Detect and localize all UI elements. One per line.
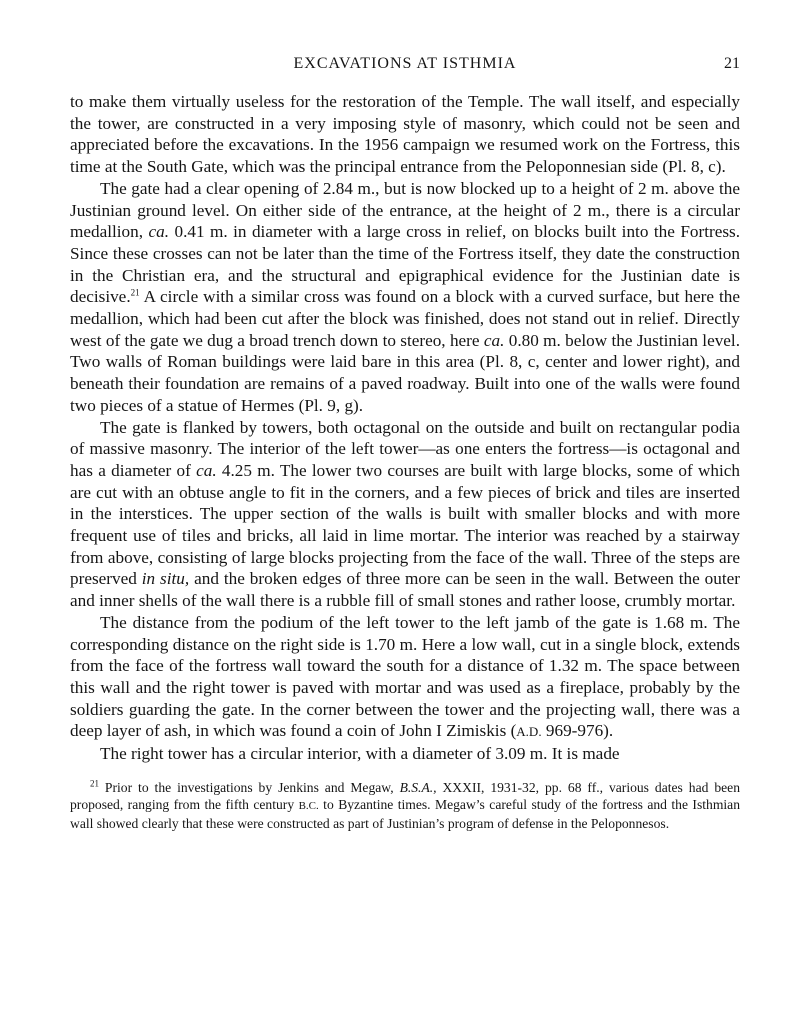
italic-text: ca. [196,460,217,480]
footnote [70,779,740,832]
paragraph [70,178,740,417]
text-run: The gate is flanked by towers, both octagonal on the outside and built on rectangular podia of massive masonry. The interior of the left tower—as one enters the fortress—is octagonal and has a diameter of [70,417,740,480]
italic-text: in situ, [141,569,190,589]
italic-text: ca. [483,330,505,350]
italic-text: B.S.A., [399,779,437,795]
footnote-number: 21 [90,778,99,789]
running-head-title: EXCAVATIONS AT ISTHMIA [293,55,517,72]
footnote-reference[interactable]: 21 [130,287,140,298]
paragraph: The right tower has a circular interior, with a diameter of 3.09 m. It is made [100,744,620,764]
text-run: Prior to the investigations by Jenkins and Megaw, [99,779,400,795]
text-run: and the broken edges of three more can be seen in the wall. Between the outer and inner shells of the wall there is a rubble fill of small stones and rather loose, crumbly mortar. [70,569,741,611]
text-run: 0.80 m. below the Justinian level. Two walls of Roman buildings were laid bare in this area (Pl. 8, c, center and lower right), and beneath their foundation are remains of a paved roadway. Built into one of the walls were found two pieces of a statue of Hermes (Pl. 9, g). [70,330,741,415]
paragraph [70,417,740,612]
paragraph [70,612,740,743]
text-run: 4.25 m. The lower two courses are built with large blocks, some of which are cut with an obtuse angle to fit in the corners, and a few pieces of brick and tiles are inserted in the interstices. The upper section of the walls is built with smaller blocks and with more frequent use of tiles and bricks, all laid in lime mortar. The interior was reached by a stairway from above, consisting of large blocks projecting from the face of the wall. Three of the steps are preserved [70,460,740,589]
text-run: The distance from the podium of the left tower to the left jamb of the gate is 1.68 m. The corresponding distance on the right side is 1.70 m. Here a low wall, cut in a single block, extends from the face of the fortress wall toward the south for a distance of 1.32 m. The space between this wall and the right tower is paved with mortar and was used as a fireplace, probably by the soldiers guarding the gate. In the corner between the tower and the projecting wall, there was a deep layer of ash, in which was found a coin of John I Zimiskis ( [70,612,740,741]
text-run: 969-976). [541,721,614,741]
body-text [70,91,740,765]
text-run: The gate had a clear opening of 2.84 m., but is now blocked up to a height of 2 m. above the Justinian ground level. On either side of the entrance, at the height of 2 m., there is a circular medallion, [70,178,740,242]
text-run: 0.41 m. in diameter with a large cross in relief, on blocks built into the Fortress. Since these crosses can not be later than the time of the Fortress itself, they date the construction in the Christian era, and the structural and epigraphical evidence for the Justinian date is decisive. [70,222,741,307]
page-number: 21 [724,55,740,72]
italic-text: ca. [148,222,170,242]
text-run: A circle with a similar cross was found on a block with a curved surface, but here the medallion, which had been cut after the block was finished, does not stand out in relief. Directly west of the gate we dug a broad trench down to stereo, here [70,287,740,350]
paragraph: to make them virtually useless for the restoration of the Temple. The wall itself, and especially the tower, are constructed in a very imposing style of masonry, which could not be seen and appreciated before the excavations. In the 1956 campaign we resumed work on the Fortress, this time at the South Gate, which was the principal entrance from the Peloponnesian side (Pl. 8, c). [70,92,740,177]
running-head [70,55,740,81]
small-caps-date: A.D. [516,724,542,740]
small-caps-date: B.C. [298,799,319,812]
text-run: XXXII, 1931-32, pp. 68 ff., various dates had been proposed, ranging from the fifth century [70,779,740,812]
text-run: to Byzantine times. Megaw’s careful study of the fortress and the Isthmian wall showed clearly that these were constructed as part of Justinian’s program of defense in the Peloponnesos. [70,796,740,831]
page [70,55,740,832]
footnotes [70,779,740,832]
